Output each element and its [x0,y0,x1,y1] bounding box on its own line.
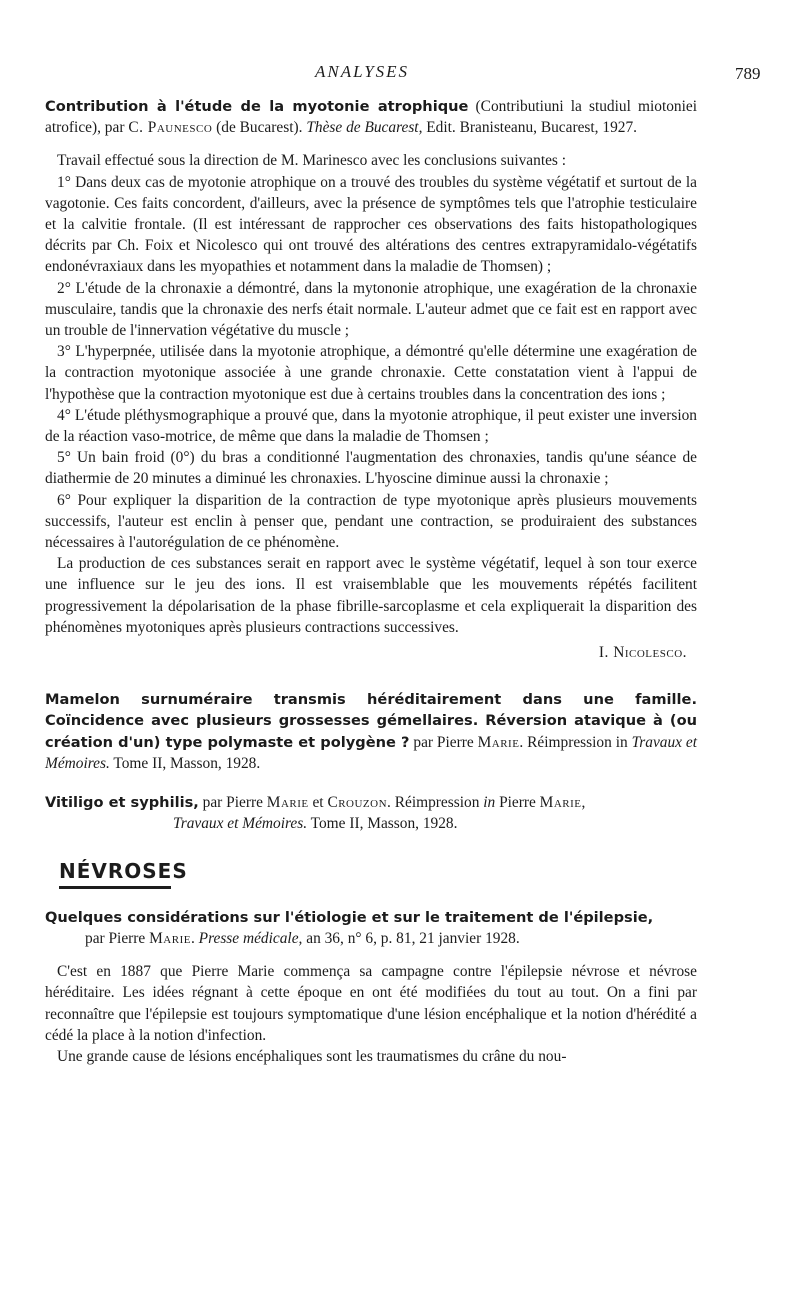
entry-author: C. Paunesco [128,119,213,137]
entry-author-affil: (de Bucarest). [212,119,307,137]
body-paragraph-3: 3° L'hyperpnée, utilisée dans la myotonie atrophique, a démontré qu'elle détermine une exagération de la contraction myotonique associée à une grande chronaxie. Cette constatation vient à l'appui de l'hypothèse que la contraction myotonique est due à certains troubles dans la concentration des ions ; [45,343,697,403]
entry4-author-pre: par Pierre [85,929,150,947]
entry3-pierre: Pierre [495,794,540,812]
entry-source-rest: Edit. Branisteanu, Bucarest, 1927. [422,119,638,137]
body-paragraph-4: 4° L'étude pléthysmographique a prouvé que, dans la myotonie atrophique, il peut exister une inversion de la réaction vaso-motrice, de même que dans la maladie de Thomsen ; [45,406,697,446]
entry2-source-rest: Tome II, Masson, 1928. [109,754,261,772]
entry3-reprint: . Réimpression [387,794,484,812]
entry-title-bold: Contribution à l'étude de la myotonie atrophique [45,98,469,115]
body-paragraph-1: 1° Dans deux cas de myotonie atrophique on a trouvé des troubles du système végétatif et surtout de la vagotonie. Ces faits concordent, d'ailleurs, avec la présence de symptômes tels que l'atrophie testiculaire et la calvitie frontale. (Il est intéressant de rapprocher ces observations des faits histopathologiques décrits par Ch. Foix et Nicolesco qui ont trouvé des altérations des centres extrapyramidalo-végétatifs endonévraxiaux dans les myopathies et notamment dans la maladie de Thomsen) ; [45,173,697,276]
entry2-source-pre: . Réimpression in [519,733,632,751]
entry-title-rest: (Contributiuni la studiul miotoniei atrofice), par [45,98,697,137]
section-rule [59,886,171,889]
entry3-in: in [483,794,496,812]
entry-title-mamelon [45,689,697,774]
entry3-mid: et [308,794,328,812]
entry4-author: Marie [149,929,191,947]
entry-title-myotonie [45,96,697,138]
body-paragraph-2: 2° L'étude de la chronaxie a démontré, dans la mytononie atrophique, une exagération de la chronaxie musculaire, tandis que la chronaxie des nerfs était normale. L'auteur admet que ce fait est en rapport avec un trouble de l'innervation végétative du muscle ; [45,279,697,340]
page-header [0,62,800,86]
body-paragraph-7: La production de ces substances serait en rapport avec le système végétatif, lequel à son tour exerce une influence sur le jeu des ions. Il est vraisemblable que les mouvements répétés facilitent progressivement la dépolarisation de la phase fibrille-sarcoplasme et cela expliquerait la disparition des phénomènes myotoniques après plusieurs contractions successives. [45,555,697,636]
entry4-title-bold: Quelques considérations sur l'étiologie et sur le traitement de l'épilepsie, [45,908,654,926]
body2-paragraph-2: Une grande cause de lésions encéphaliques sont les traumatismes du crâne du nou- [57,1047,567,1065]
body2-paragraph-1: C'est en 1887 que Pierre Marie commença sa campagne contre l'épilepsie névrose et névrose héréditaire. Les idées régnant à cette époque en ont été modifiées du tout au tout. On a fini par reconnaître que l'épilepsie est toujours symptomatique d'une lésion encéphalique et la notion d'hérédité a cédé la place à la notion d'infection. [45,963,697,1044]
body-paragraph-5: 5° Un bain froid (0°) du bras a conditionné l'augmentation des chronaxies, tandis qu'une séance de diathermie de 20 minutes a diminué les chronaxies. L'hyoscine diminue aussi la chronaxie ; [45,449,697,488]
entry3-title-bold: Vitiligo et syphilis, [45,794,199,812]
entry3-source-rest: Tome II, Masson, 1928. [307,815,458,833]
entry4-source-rest: an 36, n° 6, p. 81, 21 janvier 1928. [302,929,520,947]
entry2-author: Marie [477,733,520,751]
entry3-author-1: Marie [266,794,309,812]
entry4-source: Presse médicale, [198,929,303,947]
entry3-author-pre: par Pierre [198,794,267,812]
page-number: 789 [735,64,761,83]
entry-title-vitiligo [45,792,697,834]
entry4-dot: . [190,929,199,947]
running-head: ANALYSES [315,62,410,81]
section-heading: NÉVROSES [59,858,188,883]
entry2-title-bold: Mamelon surnuméraire transmis héréditairement dans une famille. Coïncidence avec plusieurs grossesses gémellaires. Réversion atavique à (ou création d'un) type polymaste et polygène ? [45,691,697,751]
page-content [45,96,697,1067]
entry-title-epilepsie [45,907,697,949]
entry2-source: Travaux et Mémoires. [45,733,698,772]
body-intro: Travail effectué sous la direction de M. Marinesco avec les conclusions suivantes : [57,152,567,170]
entry3-author-3: Marie [539,794,582,812]
body-paragraph-6: 6° Pour expliquer la disparition de la contraction de type myotonique après plusieurs mouvements successifs, l'auteur est enclin à penser que, pendant une contraction, se produiraient des substances nécessaires à l'autorégulation de ce phénomène. [45,491,697,552]
entry3-comma: , [581,794,586,812]
signature: I. Nicolesco. [598,644,687,662]
entry3-source: Travaux et Mémoires. [173,815,308,833]
entry-source: Thèse de Bucarest, [306,119,423,137]
entry2-author-pre: par Pierre [409,733,478,751]
entry3-author-2: Crouzon [327,794,388,812]
